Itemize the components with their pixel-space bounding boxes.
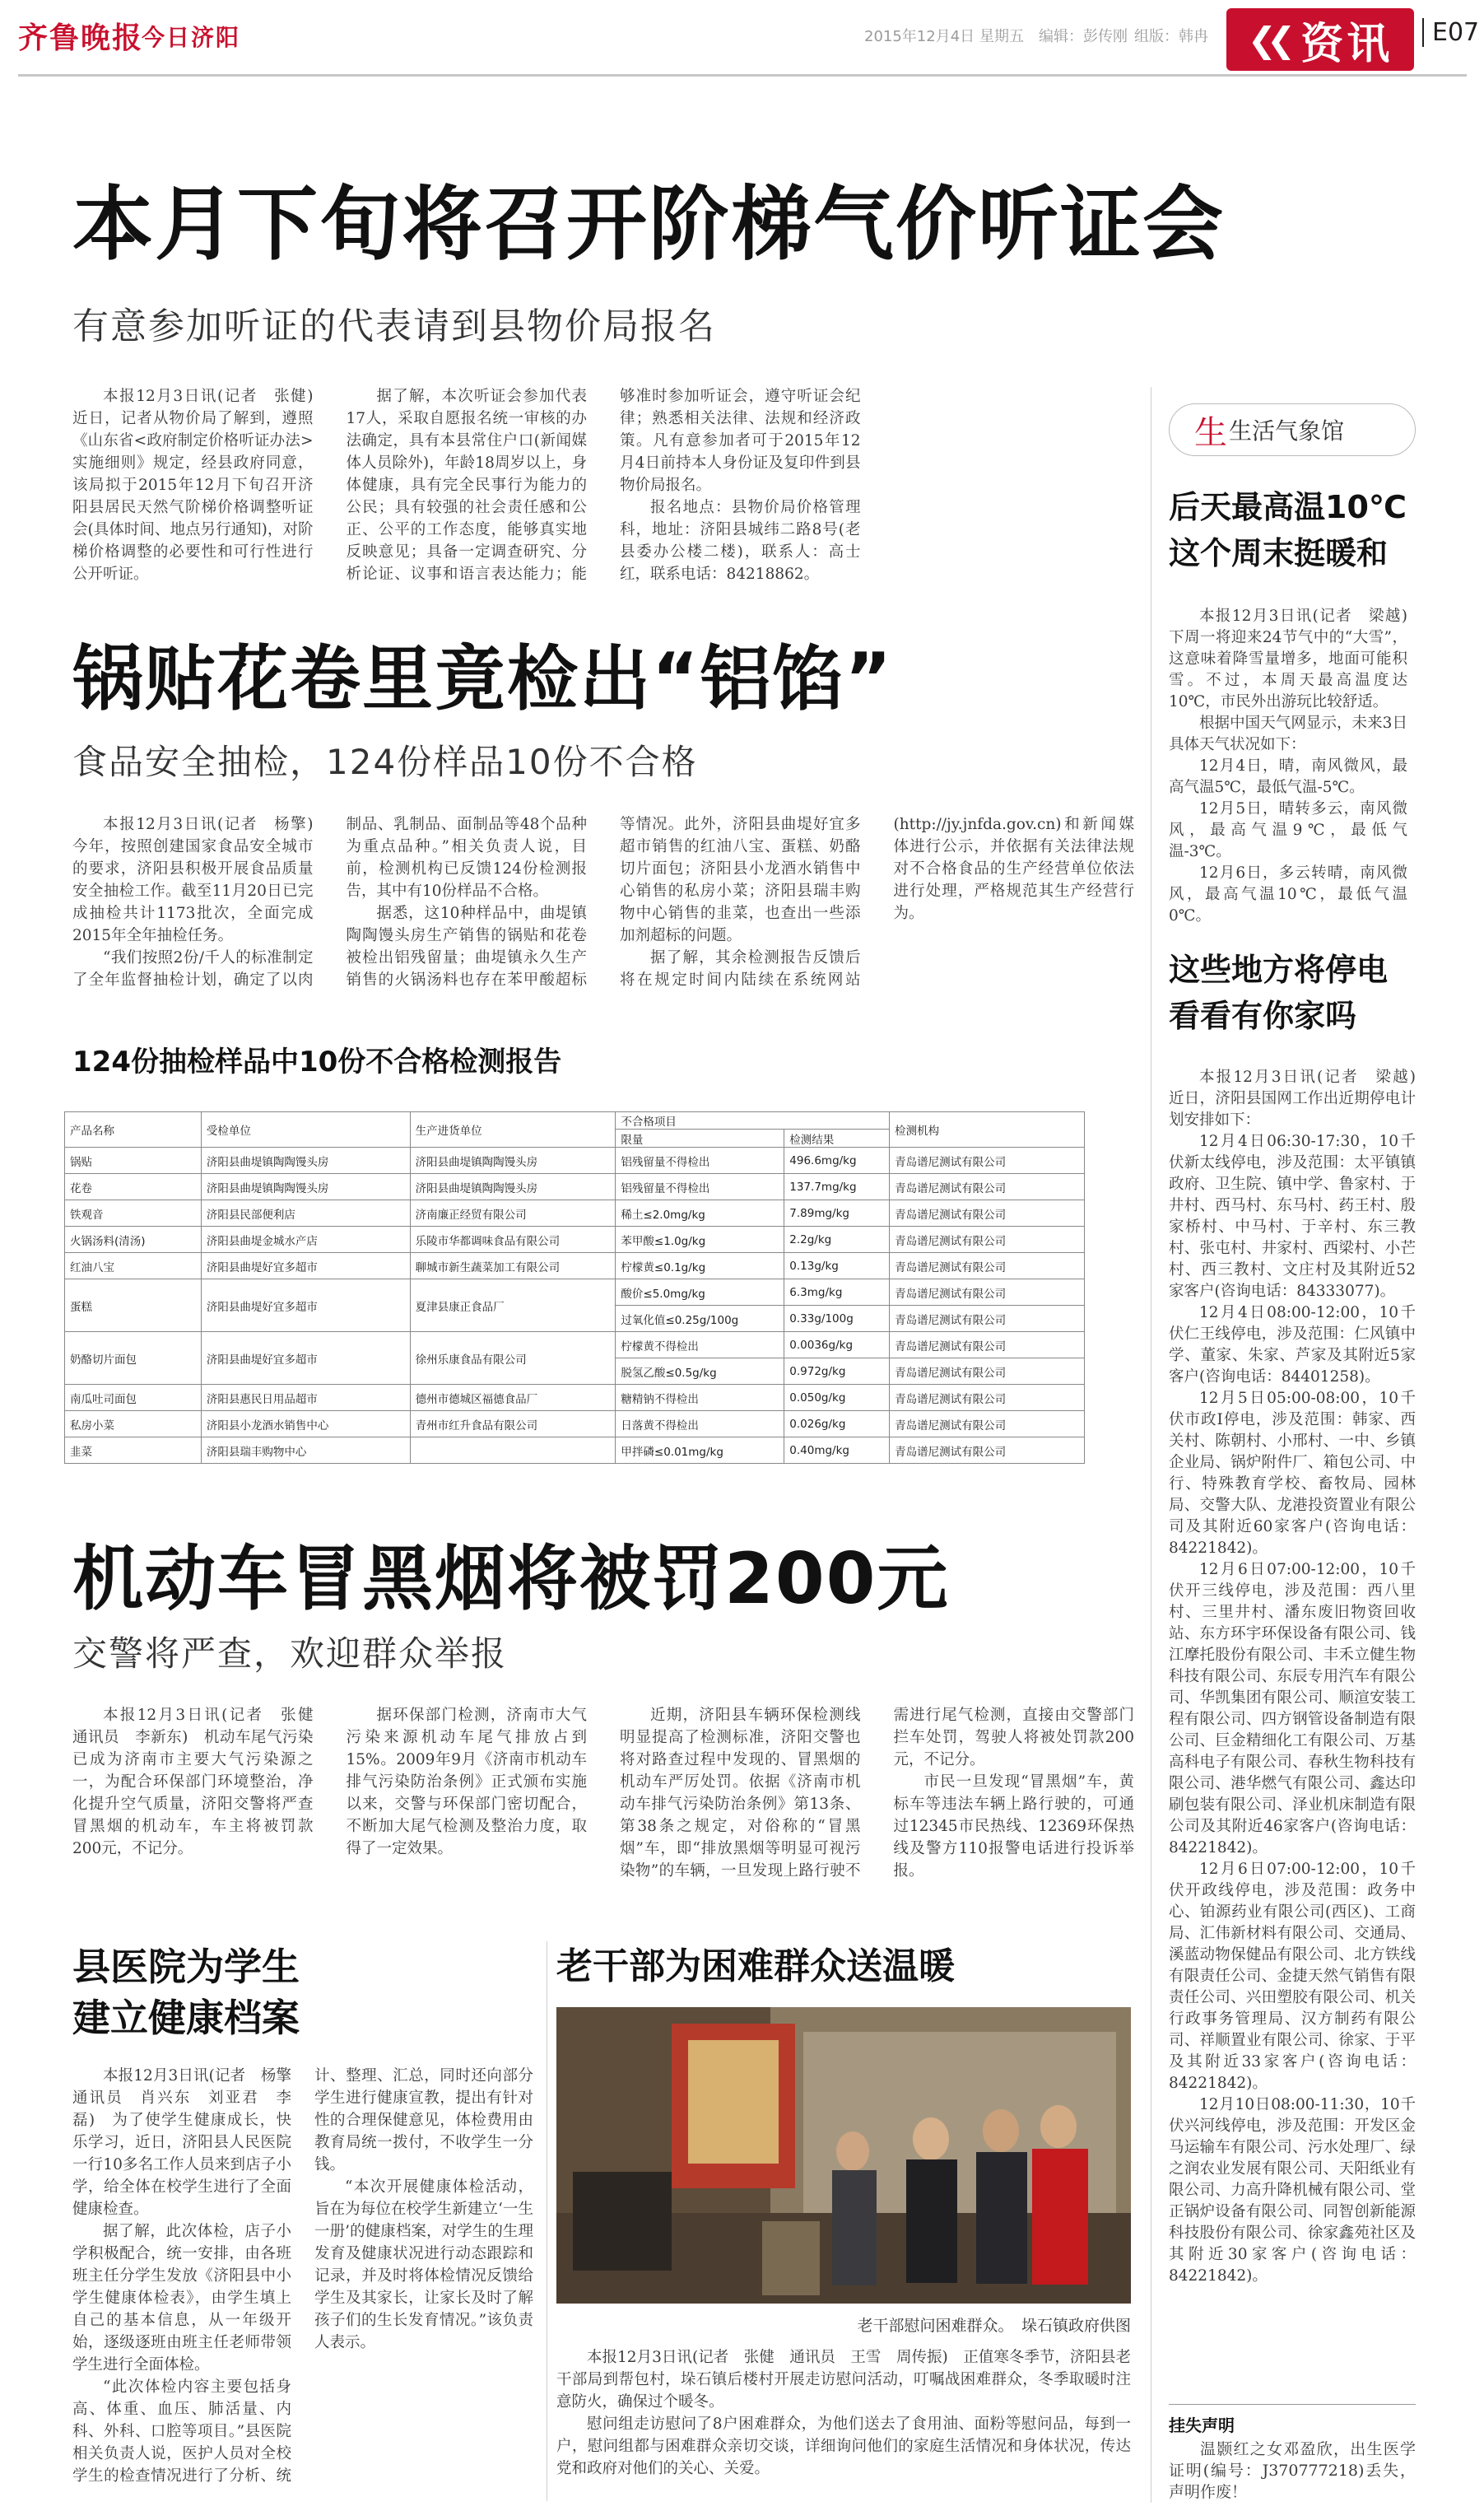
- masthead-logo: 齐鲁晚报: [18, 21, 144, 55]
- table-cell: 济阳县小龙酒水销售中心: [201, 1411, 410, 1437]
- table-cell: 青岛谱尼测试有限公司: [890, 1385, 1085, 1411]
- headline-health-archive: [72, 1941, 300, 2043]
- table-row: [65, 1385, 1085, 1411]
- paragraph: 12月4日，晴，南风微风，最高气温5℃，最低气温-5℃。: [1169, 757, 1407, 796]
- table-row: [65, 1174, 1085, 1200]
- column-header: 不合格项目: [616, 1112, 890, 1130]
- paragraph: 市民一旦发现“冒黑烟”车，黄标车等违法车辆上路行驶的，可通过12345市民热线、12369环保热线及警方110报警电话进行投诉举报。: [893, 1773, 1134, 1880]
- table-cell: 酸价≤5.0mg/kg: [616, 1279, 784, 1306]
- column-header: 检测机构: [890, 1112, 1085, 1148]
- article-health-archive-body: [72, 2065, 533, 2499]
- paragraph: 本报12月3日讯(记者 杨擎 通讯员 肖兴东 刘亚君 李磊) 为了使学生健康成长，快乐学习，近日，济阳县人民医院一行10多名工作人员来到店子小学，给全体在校学生进行了全面健康检查。: [72, 2067, 307, 2218]
- headline-black-smoke: 机动车冒黑烟将被罚200元: [72, 1538, 950, 1620]
- headline-line: 这个周末挺暖和: [1169, 535, 1389, 571]
- table-row: [65, 1200, 1085, 1227]
- paragraph: 12月5日，晴转多云，南风微风，最高气温9℃，最低气温-3℃。: [1169, 800, 1407, 860]
- paragraph: 本报12月3日讯(记者 张健 通讯员 王雪 周传振) 正值寒冬季节，济阳县老干部局到帮包村，垛石镇后楼村开展走访慰问活动，叮嘱战困难群众，冬季取暖时注意防火，确保过个暖冬。: [556, 2349, 1131, 2411]
- table-cell: 0.40mg/kg: [784, 1437, 890, 1464]
- table-cell: 济阳县曲堤镇陶陶馒头房: [201, 1148, 410, 1174]
- table-cell: 0.972g/kg: [784, 1358, 890, 1385]
- headline-veteran-visit: 老干部为困难群众送温暖: [556, 1945, 955, 1987]
- table-cell: 济阳县曲堤金城水产店: [201, 1227, 410, 1253]
- table-cell: 蛋糕: [65, 1279, 202, 1332]
- paragraph: 慰问组走访慰问了8户困难群众，为他们送去了食用油、面粉等慰问品，每到一户，慰问组都与困难群众亲切交谈，详细询问他们的家庭生活情况和身体状况，传达党和政府对他们的关心、关爱。: [556, 2415, 1131, 2477]
- paragraph: 据了解，此次体检，店子小学积极配合，统一安排，由各班班主任分学生发放《济阳县中小学生健康体检表》，由学生填上自己的基本信息，从一年级开始，逐级逐班由班主任老师带领学生进行全面体检。: [72, 2223, 291, 2374]
- paragraph: 12月10日08:00-11:30，10千伏兴河线停电，涉及范围：开发区金马运输车有限公司、污水处理厂、绿之润农业发展有限公司、天阳纸业有限公司、力高升降机械有限公司、堂正锅炉设备有限公司、同智创新能源科技股份有限公司、徐家鑫苑社区及其附近30家客户(咨询电话：84221842)。: [1169, 2096, 1416, 2285]
- table-cell: 青岛谱尼测试有限公司: [890, 1200, 1085, 1227]
- report-title: 124份抽检样品中10份不合格检测报告: [72, 1046, 562, 1078]
- table-cell: 7.89mg/kg: [784, 1200, 890, 1227]
- table-cell: 花卷: [65, 1174, 202, 1200]
- table-cell: 济阳县曲堤好宜多超市: [201, 1279, 410, 1332]
- table-header-row: [65, 1112, 1085, 1130]
- table-cell: 脱氢乙酸≤0.5g/kg: [616, 1358, 784, 1385]
- editor-credit: 编辑：彭传刚: [1039, 28, 1128, 45]
- subheadline-black-smoke: 交警将严查，欢迎群众举报: [72, 1633, 508, 1674]
- table-cell: 稀土≤2.0mg/kg: [616, 1200, 784, 1227]
- table-cell: 137.7mg/kg: [784, 1174, 890, 1200]
- headline-weather: [1169, 484, 1407, 576]
- column-header: 生产进货单位: [410, 1112, 616, 1148]
- table-cell: 济阳县曲堤好宜多超市: [201, 1253, 410, 1279]
- headline-gas-hearing: 本月下旬将召开阶梯气价听证会: [72, 178, 1226, 272]
- table-row: [65, 1279, 1085, 1306]
- paragraph: 12月6日07:00-12:00，10千伏开政线停电，涉及范围：政务中心、铂源药业有限公司(西区)、工商局、汇伟新材料有限公司、交通局、溪蓝动物保健品有限公司、北方铁线有限责任公司、金捷天然气销售有限责任公司、兴田塑胶有限公司、机关行政事务管理局、汉方制药有限公司、祥顺置业有限公司、徐家、于平及其附近33家客户(咨询电话：84221842)。: [1169, 1861, 1416, 2092]
- table-cell: 青州市红升食品有限公司: [410, 1411, 616, 1437]
- table-cell: 济阳县曲堤好宜多超市: [201, 1332, 410, 1385]
- column-header: 产品名称: [65, 1112, 202, 1148]
- table-cell: 韭菜: [65, 1437, 202, 1464]
- photo-visit-scene: [556, 2007, 1131, 2304]
- table-cell: 青岛谱尼测试有限公司: [890, 1279, 1085, 1306]
- article-gas-hearing-body: [72, 385, 1134, 591]
- table-row: [65, 1437, 1085, 1464]
- issue-weekday: 星期五: [979, 28, 1024, 45]
- paragraph: “本次开展健康体检活动，旨在为每位在校学生新建立‘一生一册’的健康档案，对学生的生理发育及健康状况进行动态跟踪和记录，并及时将体检情况反馈给学生及其家长，让家长及时了解孩子们的生长发育情况。”该负责人表示。: [314, 2178, 533, 2351]
- double-chevron-left-icon: ❮❮: [1247, 19, 1286, 60]
- paragraph: 12月6日，多云转晴，南风微风，最高气温10℃，最低气温0℃。: [1169, 864, 1407, 925]
- column-header: 限量: [616, 1130, 784, 1148]
- headline-line: 县医院为学生: [72, 1945, 300, 1989]
- table-cell: 济阳县曲堤镇陶陶馒头房: [201, 1174, 410, 1200]
- table-cell: 锅贴: [65, 1148, 202, 1174]
- paragraph: 报名地点：县物价局价格管理科，地址：济阳县城纬二路8号(老县委办公楼二楼)，联系人：高士红，联系电话：84218862。: [620, 499, 861, 583]
- table-cell: 德州市德城区福德食品厂: [410, 1385, 616, 1411]
- paragraph: “此次体检内容主要包括身高、体重、血压、肺活量、内科、外科、口腔等项目。”县医院相关负责人说，医护人员对全校学生的检查情况进行了分析、统计、整理、汇总，同时还向部分学生进行健康宣教，提出有针对性的合理保健意见，体检费用由教育局统一拨付，不收学生一分钱。: [72, 2067, 533, 2485]
- table-cell: 青岛谱尼测试有限公司: [890, 1411, 1085, 1437]
- lost-notice-title: 挂失声明: [1169, 2415, 1235, 2435]
- headline-aluminum-food: 锅贴花卷里竟检出“铝馅”: [72, 638, 894, 720]
- table-cell: 青岛谱尼测试有限公司: [890, 1306, 1085, 1332]
- news-photo: [556, 2007, 1131, 2304]
- table-row: [65, 1332, 1085, 1358]
- table-cell: 0.050g/kg: [784, 1385, 890, 1411]
- table-cell: 济南廉正经贸有限公司: [410, 1200, 616, 1227]
- headline-power-outage: [1169, 947, 1388, 1039]
- table-cell: 火锅汤料(清汤): [65, 1227, 202, 1253]
- table-cell: [410, 1437, 616, 1464]
- table-cell: 青岛谱尼测试有限公司: [890, 1332, 1085, 1358]
- column-header: 受检单位: [201, 1112, 410, 1148]
- article-veteran-visit-body: [556, 2346, 1131, 2499]
- photo-caption: 老干部慰问困难群众。 垛石镇政府供图: [857, 2317, 1131, 2335]
- paragraph: 本报12月3日讯(记者 梁越) 下周一将迎来24节气中的“大雪”，这意味着降雪量增多，地面可能积雪。不过，本周天最高温度达10℃，市民外出游玩比较舒适。: [1169, 608, 1423, 710]
- paragraph: 据了解，其余检测报告反馈后将在规定时间内陆续在系统网站(http://jy.jnfda.gov.cn)和新闻媒体进行公示，并依据有关法律法规对不合格食品的生产经营单位依法进行处理，严格规范其生产经营行为。: [620, 816, 1134, 989]
- article-black-smoke-body: [72, 1704, 1134, 1890]
- notice-divider: [1169, 2404, 1416, 2405]
- paragraph: 据环保部门检测，济南市大气污染来源机动车尾气排放占到15%。2009年9月《济南市机动车排气污染防治条例》正式颁布实施以来，交警与环保部门密切配合，不断加大尾气检测及整治力度，取得了一定效果。: [346, 1707, 587, 1857]
- paragraph: 本报12月3日讯(记者 梁越) 近日，济阳县国网工作出近期停电计划安排如下：: [1169, 1069, 1431, 1129]
- table-cell: 青岛谱尼测试有限公司: [890, 1174, 1085, 1200]
- table-cell: 南瓜吐司面包: [65, 1385, 202, 1411]
- section-name: 今日济阳: [142, 24, 241, 51]
- table-row: [65, 1148, 1085, 1174]
- column-header: 检测结果: [784, 1130, 890, 1148]
- article-power-outage-body: [1169, 1067, 1431, 2351]
- table-cell: 柠檬黄≤0.1g/kg: [616, 1253, 784, 1279]
- paragraph: 12月4日06:30-17:30，10千伏新太线停电，涉及范围：太平镇镇政府、卫生院、镇中学、鲁家村、于井村、西马村、东马村、药王村、殷家桥村、中马村、于辛村、东三教村、张屯村、井家村、西梁村、小芒村、西三教村、文庄村及其附近52家客户(咨询电话：84333077)。: [1169, 1133, 1416, 1300]
- paragraph: 本报12月3日讯(记者 张健) 近日，记者从物价局了解到，遵照《山东省<政府制定价格听证办法>实施细则》规定，经县政府同意，该局拟于2015年12月下旬召开济阳县居民天然气阶梯价格调整听证会(具体时间、地点另行通知)，对阶梯价格调整的必要性和可行性进行公开听证。: [72, 388, 329, 583]
- table-cell: 聊城市新生蔬菜加工有限公司: [410, 1253, 616, 1279]
- table-cell: 红油八宝: [65, 1253, 202, 1279]
- headline-line: 这些地方将停电: [1169, 952, 1389, 988]
- table-cell: 青岛谱尼测试有限公司: [890, 1148, 1085, 1174]
- paragraph: 据了解，本次听证会参加代表17人，采取自愿报名统一审核的办法确定，具有本县常住户口(新闻媒体人员除外)，年龄18周岁以上，身体健康，具有完全民事行为能力的公民；具有较强的社会责任感和公正、公平的工作态度，能够真实地反映意见；具备一定调查研究、分析论证、议事和语言表达能力；能够准时参加听证会，遵守听证会纪律；熟悉相关法律、法规和经济政策。凡有意参加者可于2015年12月4日前持本人身份证及复印件到县物价局报名。: [346, 388, 861, 583]
- table-cell: 济阳县瑞丰购物中心: [201, 1437, 410, 1464]
- section-badge-label: 资讯: [1300, 19, 1393, 69]
- paragraph: “我们按照2份/千人的标准制定了全年监督抽检计划，确定了以肉制品、乳制品、面制品等48个品种为重点品种。”相关负责人说，目前，检测机构已反馈124份检测报告，其中有10份样品不合格。: [72, 816, 587, 989]
- paragraph: 本报12月3日讯(记者 杨擎) 今年，按照创建国家食品安全城市的要求，济阳县积极开展食品质量安全抽检工作。截至11月20日已完成抽检共计1173批次，全面完成2015年全年抽检任务。: [72, 816, 329, 944]
- headline-line: 建立健康档案: [72, 1996, 300, 2040]
- table-cell: 6.3mg/kg: [784, 1279, 890, 1306]
- table-cell: 496.6mg/kg: [784, 1148, 890, 1174]
- table-cell: 济阳县曲堤镇陶陶馒头房: [410, 1148, 616, 1174]
- table-cell: 乐陵市华都调味食品有限公司: [410, 1227, 616, 1253]
- paragraph: 12月4日08:00-12:00，10千伏仁王线停电，涉及范围：仁风镇中学、董家、朱家、芦家及其附近5家客户(咨询电话：84401258)。: [1169, 1304, 1416, 1386]
- table-cell: 青岛谱尼测试有限公司: [890, 1437, 1085, 1464]
- article-weather-body: [1169, 606, 1423, 925]
- table-cell: 济阳县曲堤镇陶陶馒头房: [410, 1174, 616, 1200]
- header-divider: [18, 74, 1467, 77]
- table-cell: 济阳县惠民日用品超市: [201, 1385, 410, 1411]
- paragraph: 近期，济阳县车辆环保检测线明显提高了检测标准，济阳交警也将对路查过程中发现的、冒黑烟的机动车严厉处罚。依据《济南市机动车排气污染防治条例》第13条、第38条之规定，对俗称的“冒黑烟”车，即“排放黑烟等明显可视污染物”的车辆，一旦发现上路行驶不需进行尾气检测，直接由交警部门拦车处罚，驾驶人将被处罚款200元，不记分。: [620, 1707, 1134, 1880]
- table-row: [65, 1227, 1085, 1253]
- section-tag-label: 生活气象馆: [1229, 417, 1345, 445]
- table-row: [65, 1253, 1085, 1279]
- table-cell: 0.026g/kg: [784, 1411, 890, 1437]
- table-cell: 济阳县民部便利店: [201, 1200, 410, 1227]
- layout-credit: 组版：韩冉: [1134, 28, 1208, 45]
- table-cell: 青岛谱尼测试有限公司: [890, 1253, 1085, 1279]
- paragraph: 根据中国天气网显示，未来3日具体天气状况如下：: [1169, 715, 1407, 753]
- table-cell: 青岛谱尼测试有限公司: [890, 1358, 1085, 1385]
- table-cell: 0.33g/100g: [784, 1306, 890, 1332]
- page-number: E07: [1422, 18, 1479, 47]
- table-cell: 甲拌磷≤0.01mg/kg: [616, 1437, 784, 1464]
- article-aluminum-food-body: [72, 813, 1134, 999]
- table-cell: 青岛谱尼测试有限公司: [890, 1227, 1085, 1253]
- inspection-report-table: [64, 1111, 1085, 1464]
- weather-section-tag: [1169, 403, 1416, 456]
- paragraph: 12月5日05:00-08:00，10千伏市政Ⅰ停电，涉及范围：韩家、西关村、陈朝村、小邢村、一中、乡镇企业局、锅炉附件厂、箱包公司、中行、特殊教育学校、畜牧局、园林局、交警大队、龙港投资置业有限公司及其附近60家客户(咨询电话：84221842)。: [1169, 1390, 1416, 1557]
- subheadline-aluminum-food: 食品安全抽检，124份样品10份不合格: [72, 742, 698, 782]
- table-cell: 日落黄不得检出: [616, 1411, 784, 1437]
- table-cell: 糖精钠不得检出: [616, 1385, 784, 1411]
- paragraph: 本报12月3日讯(记者 张健 通讯员 李新东) 机动车尾气污染已成为济南市主要大气污染源之一，为配合环保部门环境整治，净化提升空气质量，济阳交警将严查冒黑烟的机动车，车主将被罚款200元，不记分。: [72, 1707, 329, 1857]
- table-cell: 柠檬黄不得检出: [616, 1332, 784, 1358]
- table-cell: 私房小菜: [65, 1411, 202, 1437]
- section-badge: [1226, 8, 1414, 71]
- table-cell: 0.13g/kg: [784, 1253, 890, 1279]
- table-cell: 0.0036g/kg: [784, 1332, 890, 1358]
- paragraph: 12月6日07:00-12:00，10千伏开三线停电，涉及范围：西八里村、三里井村、潘东废旧物资回收站、东方环宇环保设备有限公司、钱江摩托股份有限公司、丰禾立健生物科技有限公司、东辰专用汽车有限公司、华凯集团有限公司、顺渲安装工程有限公司、四方钢管设备制造有限公司、巨金精细化工有限公司、万基高科电子有限公司、春秋生物科技有限公司、港华燃气有限公司、鑫达印刷包装有限公司、泽业机床制造有限公司及其附近46家客户(咨询电话：84221842)。: [1169, 1561, 1416, 1856]
- subheadline-gas-hearing: 有意参加听证的代表请到县物价局报名: [72, 305, 716, 347]
- table-cell: 苯甲酸≤1.0g/kg: [616, 1227, 784, 1253]
- table-cell: 夏津县康正食品厂: [410, 1279, 616, 1332]
- issue-date: 2015年12月4日: [864, 28, 975, 45]
- section-tag-accent: 生: [1194, 413, 1227, 452]
- table-cell: 铁观音: [65, 1200, 202, 1227]
- headline-line: 后天最高温10℃: [1169, 489, 1407, 525]
- table-cell: 铝残留量不得检出: [616, 1174, 784, 1200]
- paragraph: 据悉，这10种样品中，曲堤镇陶陶馒头房生产销售的锅贴和花卷被检出铝残留量；曲堤镇永久生产销售的火锅汤料也存在苯甲酸超标等情况。此外，济阳县曲堤好宜多超市销售的红油八宝、蛋糕、奶酪切片面包；济阳县小龙酒水销售中心销售的私房小菜；济阳县瑞丰购物中心销售的韭菜，也查出一些添加剂超标的问题。: [346, 816, 861, 989]
- lost-notice-body: [1169, 2439, 1416, 2504]
- headline-line: 看看有你家吗: [1169, 998, 1357, 1034]
- table-cell: 徐州乐康食品有限公司: [410, 1332, 616, 1385]
- table-cell: 过氧化值≤0.25g/100g: [616, 1306, 784, 1332]
- table-cell: 2.2g/kg: [784, 1227, 890, 1253]
- table-cell: 奶酪切片面包: [65, 1332, 202, 1385]
- table-row: [65, 1411, 1085, 1437]
- table-cell: 铝残留量不得检出: [616, 1148, 784, 1174]
- paragraph: 温颢红之女邓盈欣，出生医学证明(编号：J370777218)丢失，声明作废！: [1169, 2440, 1416, 2501]
